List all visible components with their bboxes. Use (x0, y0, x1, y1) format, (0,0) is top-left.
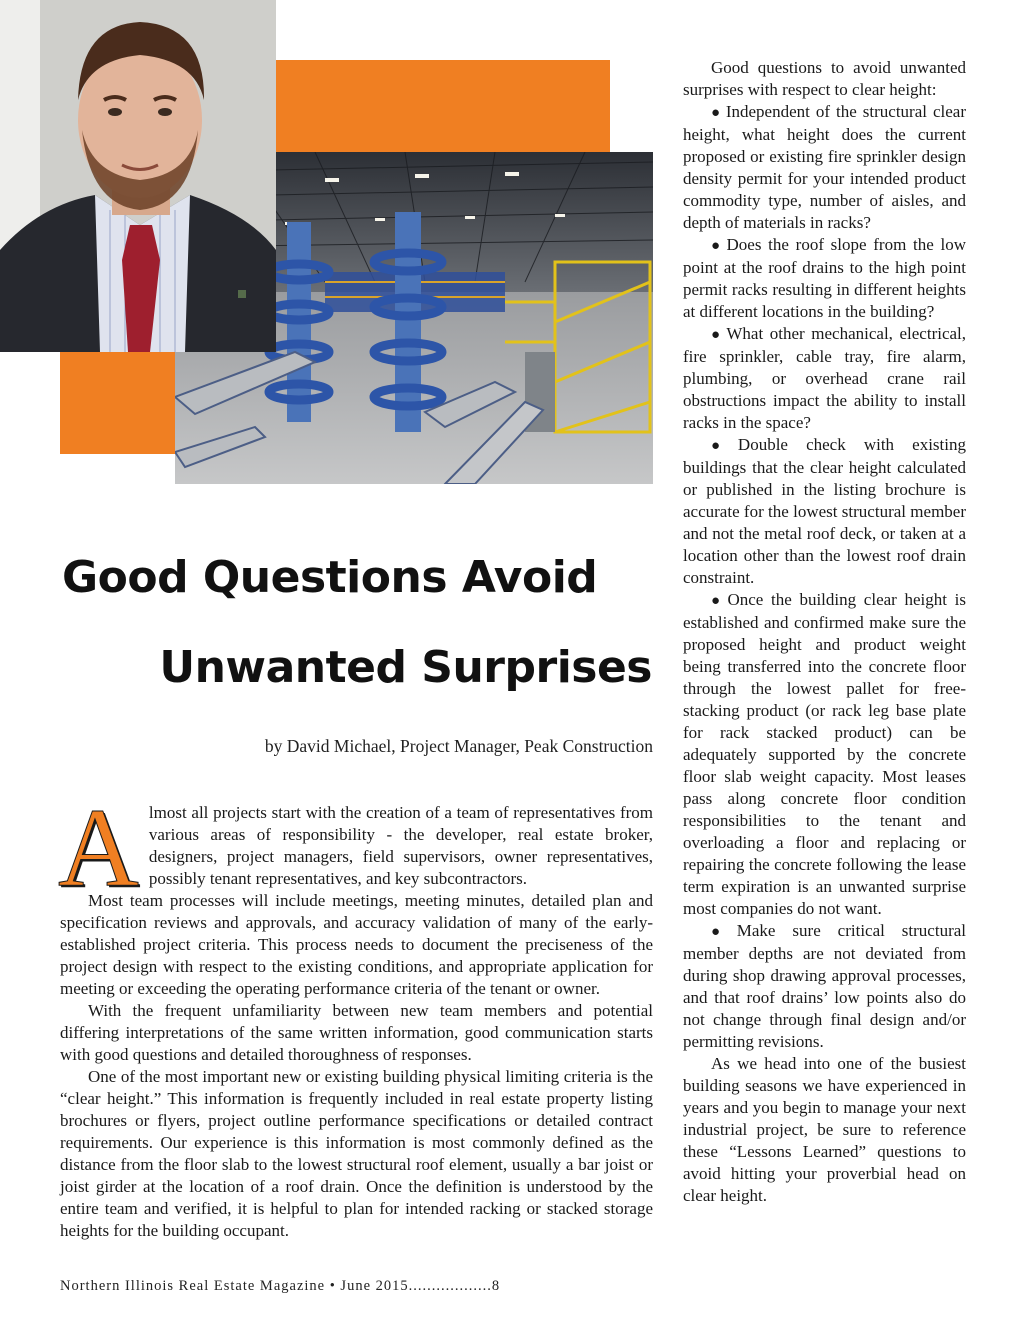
bullet-item: ● Independent of the structural clear height, what height does the current proposed or existing fire sprinkler design density permit for your intended product commodity type, number of aisles, and depth of materials in racks? (683, 102, 967, 232)
bullet-icon: ● (711, 438, 734, 454)
bullet-icon: ● (711, 327, 723, 343)
paragraph-4: One of the most important new or existing building physical limiting criteria is the “clear height.” This information is frequently included in real estate property listing brochures or flyers, project outline performance specifications or detailed contract requirements. Our experience is this information is most commonly defined as the distance from the floor slab to the lowest structural roof element, usually a bar joist or joist girder at the location of a roof drain. Once the definition is understood by the entire team and verified, it is helpful to plan for intended racking or stacked storage heights for the building occupant. (60, 1067, 653, 1240)
paragraph-3: With the frequent unfamiliarity between new team members and potential differing interpretations of the same written information, good communication starts with good questions and detailed thoroughness of responses. (60, 1001, 653, 1064)
headline-line-2: Unwanted Surprises (159, 642, 652, 693)
bullet-icon: ● (711, 924, 733, 940)
page-footer: Northern Illinois Real Estate Magazine • June 2015..................8 (60, 1278, 501, 1294)
orange-block-top (276, 60, 610, 152)
bullet-icon: ● (711, 238, 723, 254)
author-portrait-photo (0, 0, 276, 352)
headline-line-1: Good Questions Avoid (62, 552, 598, 603)
bullet-item: ● What other mechanical, electrical, fire sprinkler, cable tray, fire alarm, plumbing, or overhead crane rail obstructions impact the ability to install racks in the space? (683, 324, 967, 432)
bullet-item: ● Once the building clear height is established and confirmed make sure the proposed height and product weight being transferred into the concrete floor through the lowest pallet for free-stacking product (or rack leg base plate for rack stacked product) can be adequately supported by the concrete floor slab weight capacity. Most leases pass along concrete floor condition responsibilities to the tenant and overloading a floor and replacing or repairing the concrete following the lease term expiration is an unwanted surprise most companies do not want. (683, 590, 966, 918)
orange-block-bottom (60, 352, 175, 454)
byline: by David Michael, Project Manager, Peak Construction (264, 736, 653, 756)
left-column (58, 786, 653, 1242)
paragraph-1 (58, 786, 653, 910)
bullet-item: ● Double check with existing buildings that the clear height calculated or published in the listing brochure is accurate for the lowest structural member and not the metal roof deck, or taken at a location other than the lowest roof drain constraint. (683, 435, 966, 587)
bullet-icon: ● (711, 105, 722, 121)
bullet-item: ● Make sure critical structural member depths are not deviated from during shop drawing approval processes, and that roof drains’ low points also do not change through final design and/or permitting revisions. (683, 921, 967, 1051)
right-column (683, 57, 966, 1207)
bullet-icon: ● (711, 593, 724, 609)
bullet-item: ● Does the roof slope from the low point at the roof drains to the high point permit racks resulting in different heights at different locations in the building? (683, 235, 967, 321)
right-intro: Good questions to avoid unwanted surprises with respect to clear height: (683, 58, 966, 99)
paragraph-2: Most team processes will include meetings, meeting minutes, detailed plan and specification reviews and approvals, and accuracy validation of many of the early-established project criteria. This process needs to document the preciseness of the project design with respect to the existing conditions, and appropriate application for meeting or exceeding the operating performance criteria of the tenant or owner. (60, 891, 653, 998)
drop-cap: A (58, 786, 139, 910)
paragraph-1-text: lmost all projects start with the creation of a team of representatives from various areas of responsibility - the developer, real estate broker, designers, project managers, field supervisors, owner representatives, possibly tenant representatives, and key subcontractors. (148, 803, 653, 888)
closing-paragraph: As we head into one of the busiest building seasons we have experienced in years and you begin to manage your next industrial project, be sure to reference these “Lessons Learned” questions to avoid hitting your proverbial head on clear height. (683, 1054, 966, 1205)
